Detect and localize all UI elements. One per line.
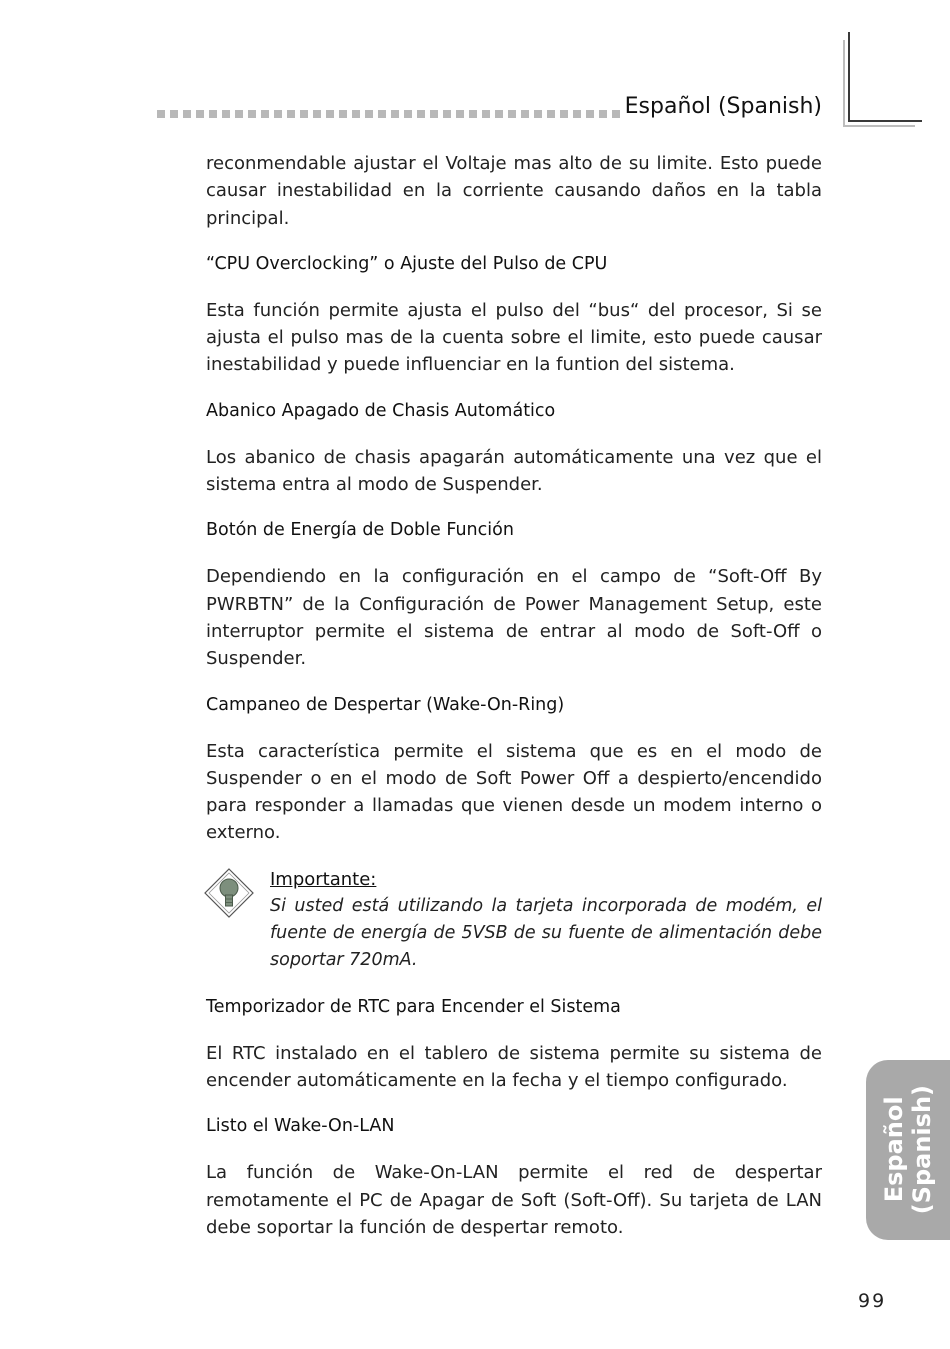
- header-dot: [313, 110, 321, 118]
- header-dot: [274, 110, 282, 118]
- section-heading: Listo el Wake-On-LAN: [206, 1116, 395, 1137]
- important-note-title: Importante:: [270, 868, 377, 890]
- corner-mark-vertical: [848, 32, 850, 122]
- header-dot: [482, 110, 490, 118]
- header-dot: [222, 110, 230, 118]
- header-dot-rule: [157, 110, 620, 118]
- header-dot: [157, 110, 165, 118]
- header-dot: [469, 110, 477, 118]
- body-paragraph: La función de Wake-On-LAN permite el red de despertar remotamente el PC de Apagar de Soft (Soft-Off). Su tarjeta de LAN debe soportar la función de despertar remoto.: [206, 1162, 822, 1238]
- language-side-tab-label: Español (Spanish): [880, 1085, 936, 1215]
- header-dot: [183, 110, 191, 118]
- corner-mark-horizontal: [848, 120, 922, 122]
- header-dot: [560, 110, 568, 118]
- header-dot: [521, 110, 529, 118]
- header-dot: [443, 110, 451, 118]
- header-dot: [573, 110, 581, 118]
- page-number: 99: [858, 1290, 887, 1312]
- header-dot: [287, 110, 295, 118]
- header-dot: [456, 110, 464, 118]
- header-dot: [430, 110, 438, 118]
- header-dot: [378, 110, 386, 118]
- header-dot: [235, 110, 243, 118]
- body-paragraph: Esta función permite ajusta el pulso del “bus“ del procesor, Si se ajusta el pulso mas de la cuenta sobre el limite, esto puede causar inestabilidad y puede influenciar en la funtion del sistema.: [206, 299, 822, 376]
- header-dot: [248, 110, 256, 118]
- header-dot: [352, 110, 360, 118]
- body-paragraph: Los abanico de chasis apagarán automáticamente una vez que el sistema entra al modo de Suspender.: [206, 446, 822, 496]
- header-dot: [508, 110, 516, 118]
- header-dot: [196, 110, 204, 118]
- section-heading: Temporizador de RTC para Encender el Sistema: [206, 996, 621, 1017]
- body-paragraph: Esta característica permite el sistema que es en el modo de Suspender o en el modo de Soft Power Off a despierto/encendido para responder a llamadas que vienen desde un modem interno o externo.: [206, 740, 822, 844]
- section-heading: “CPU Overclocking” o Ajuste del Pulso de CPU: [206, 253, 608, 274]
- page-body: [206, 150, 822, 1260]
- header-dot: [300, 110, 308, 118]
- header-dot: [339, 110, 347, 118]
- header-dot: [209, 110, 217, 118]
- important-note: [206, 866, 822, 975]
- page-header-title: Español (Spanish): [624, 94, 822, 119]
- header-dot: [326, 110, 334, 118]
- important-note-text: Si usted está utilizando la tarjeta incorporada de modém, el fuente de energía de 5VSB de su fuente de alimentación debe soportar 720mA.: [270, 895, 822, 971]
- language-side-tab-label-wrap: [866, 1060, 950, 1240]
- header-dot: [586, 110, 594, 118]
- header-dot: [599, 110, 607, 118]
- header-dot: [612, 110, 620, 118]
- header-dot: [547, 110, 555, 118]
- header-dot: [365, 110, 373, 118]
- section-heading: Campaneo de Despertar (Wake-On-Ring): [206, 694, 565, 715]
- section-heading: Botón de Energía de Doble Función: [206, 520, 514, 541]
- header-dot: [404, 110, 412, 118]
- corner-mark-shadow-vertical: [843, 40, 845, 126]
- body-paragraph: El RTC instalado en el tablero de sistema permite su sistema de encender automáticamente en la fecha y el tiempo configurado.: [206, 1042, 822, 1091]
- header-dot: [261, 110, 269, 118]
- header-dot: [391, 110, 399, 118]
- corner-mark-shadow-horizontal: [843, 125, 915, 127]
- body-paragraph: Dependiendo en la configuración en el campo de “Soft-Off By PWRBTN” de la Configuración de Power Management Setup, este interruptor permite el sistema de entrar al modo de Soft-Off o Suspender.: [206, 566, 822, 670]
- header-dot: [417, 110, 425, 118]
- header-dot: [170, 110, 178, 118]
- section-heading: Abanico Apagado de Chasis Automático: [206, 400, 556, 421]
- header-dot: [534, 110, 542, 118]
- header-dot: [495, 110, 503, 118]
- lightbulb-icon: [204, 868, 254, 918]
- body-paragraph: reconmendable ajustar el Voltaje mas alto de su limite. Esto puede causar inestabilidad en la corriente causando daños en la tabla principal.: [206, 153, 822, 229]
